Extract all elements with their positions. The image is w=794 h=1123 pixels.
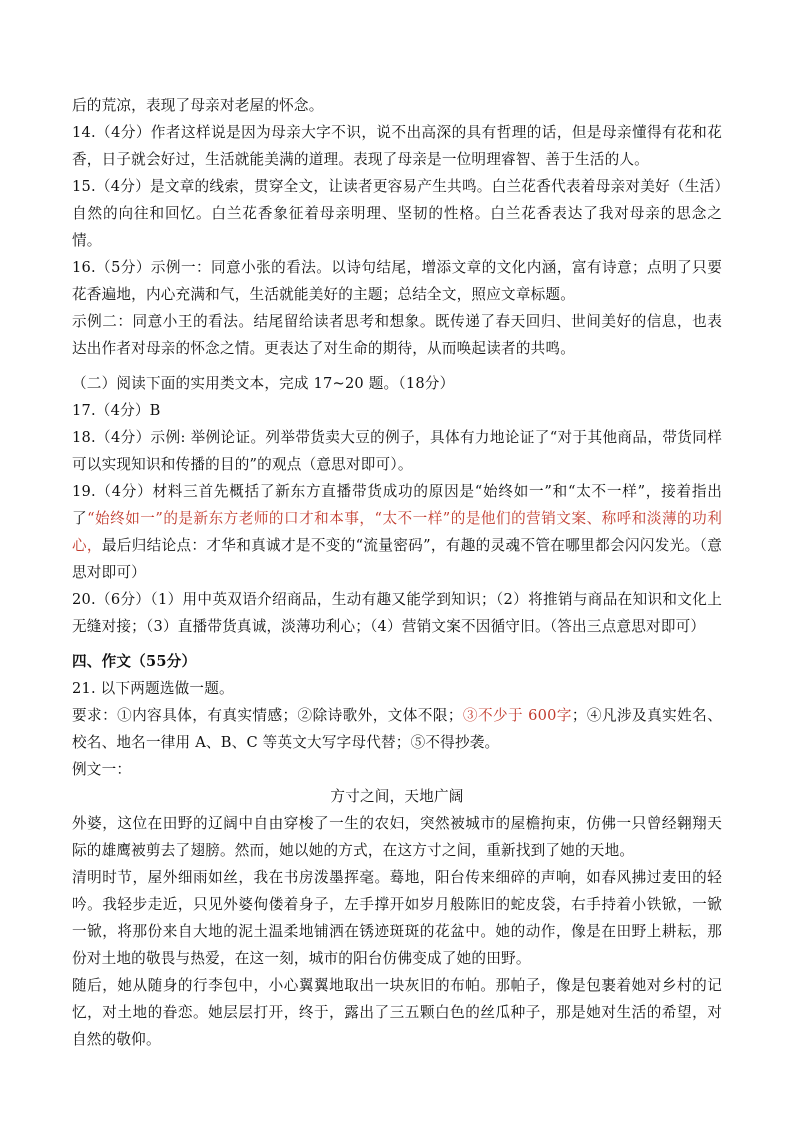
answer-19-highlight: “始终如一”的是新东方老师的口才和本事，“太不一样”的是他们的营销文案、称呼和淡薄的功利心，: [72, 510, 722, 554]
answer-15: 15.（4分）是文章的线索，贯穿全文，让读者更容易产生共鸣。白兰花香代表着母亲对美好（生活）自然的向往和回忆。白兰花香象征着母亲明理、坚韧的性格。白兰花香表达了我对母亲的思念之情。: [72, 178, 722, 249]
section-2-heading: （二）阅读下面的实用类文本，完成 17~20 题。（18分）: [72, 375, 455, 392]
text-line-continuation: 后的荒凉，表现了母亲对老屋的怀念。: [72, 97, 324, 114]
example-paragraph-1: 外婆，这位在田野的辽阔中自由穿梭了一生的农妇，突然被城市的屋檐拘束，仿佛一只曾经翱翔天际的雄鹰被剪去了翅膀。然而，她以她的方式，在这方寸之间，重新找到了她的天地。: [72, 815, 722, 859]
answer-16-example-1: 16.（5分）示例一：同意小张的看法。以诗句结尾，增添文章的文化内涵，富有诗意；点明了只要花香遍地，内心充满和气，生活就能美好的主题；总结全文，照应文章标题。: [72, 259, 722, 303]
answer-19-intro: 19.（4分）材料三首先概括了新东方直播带货成功的原因是“始终如一”和“太不一样”，接着指出了: [72, 483, 722, 527]
essay-requirements: [72, 702, 722, 756]
answer-20: 20.（6分）（1）用中英双语介绍商品，生动有趣又能学到知识；（2）将推销与商品在知识和文化上无缝对接；（3）直播带货真诚，淡薄功利心；（4）营销文案不因循守旧。（答出三点意思对即可）: [72, 591, 722, 635]
answer-18: 18.（4分）示例: 举例论证。列举带货卖大豆的例子，具体有力地论证了“对于其他商品，带货同样可以实现知识和传播的目的”的观点（意思对即可）。: [72, 429, 722, 473]
answer-16-example-2: 示例二：同意小王的看法。结尾留给读者思考和想象。既传递了春天回归、世间美好的信息，也表达出作者对母亲的怀念之情。更表达了对生命的期待，从而唤起读者的共鸣。: [72, 313, 722, 357]
question-21: 21. 以下两题选做一题。: [72, 680, 234, 697]
requirements-word-count: ③不少于 600字: [462, 707, 572, 724]
example-label: 例文一：: [72, 761, 132, 778]
example-paragraph-2: 清明时节，屋外细雨如丝，我在书房泼墨挥毫。蓦地，阳台传来细碎的声响，如春风拂过麦田的轻吟。我轻步走近，只见外婆佝偻着身子，左手撑开如岁月般陈旧的蛇皮袋，右手持着小铁锨，一锨一锨，将那份来自大地的泥土温柔地铺洒在锈迹斑斑的花盆中。她的动作，像是在田野上耕耘，那份对土地的敬畏与热爱，在这一刻，城市的阳台仿佛变成了她的田野。: [72, 869, 722, 967]
answer-14: 14.（4分）作者这样说是因为母亲大字不识，说不出高深的具有哲理的话，但是母亲懂得有花和花香，日子就会好过，生活就能美满的道理。表现了母亲是一位明理睿智、善于生活的人。: [72, 124, 722, 168]
answer-19-conclusion: 最后归结论点：才华和真诚才是不变的“流量密码”，有趣的灵魂不管在哪里都会闪闪发光。（意思对即可）: [72, 537, 722, 581]
example-paragraph-3: 随后，她从随身的行李包中，小心翼翼地取出一块灰旧的布帕。那帕子，像是包裹着她对乡村的记忆，对土地的眷恋。她层层打开，终于，露出了三五颗白色的丝瓜种子，那是她对生活的希望，对自然的敬仰。: [72, 977, 722, 1048]
example-title: 方寸之间，天地广阔: [330, 788, 464, 805]
document-page: [72, 92, 722, 1053]
answer-17: 17.（4分）B: [72, 402, 161, 419]
requirements-start: 要求：①内容具体，有真实情感；②除诗歌外，文体不限；: [72, 707, 463, 724]
section-4-heading: 四、作文（55分）: [72, 653, 197, 670]
answer-19: [72, 478, 722, 586]
requirements-end: ；④凡涉及真实姓名、校名、地名一律用 A、B、C 等英文大写字母代替；⑤不得抄袭。: [72, 707, 723, 751]
